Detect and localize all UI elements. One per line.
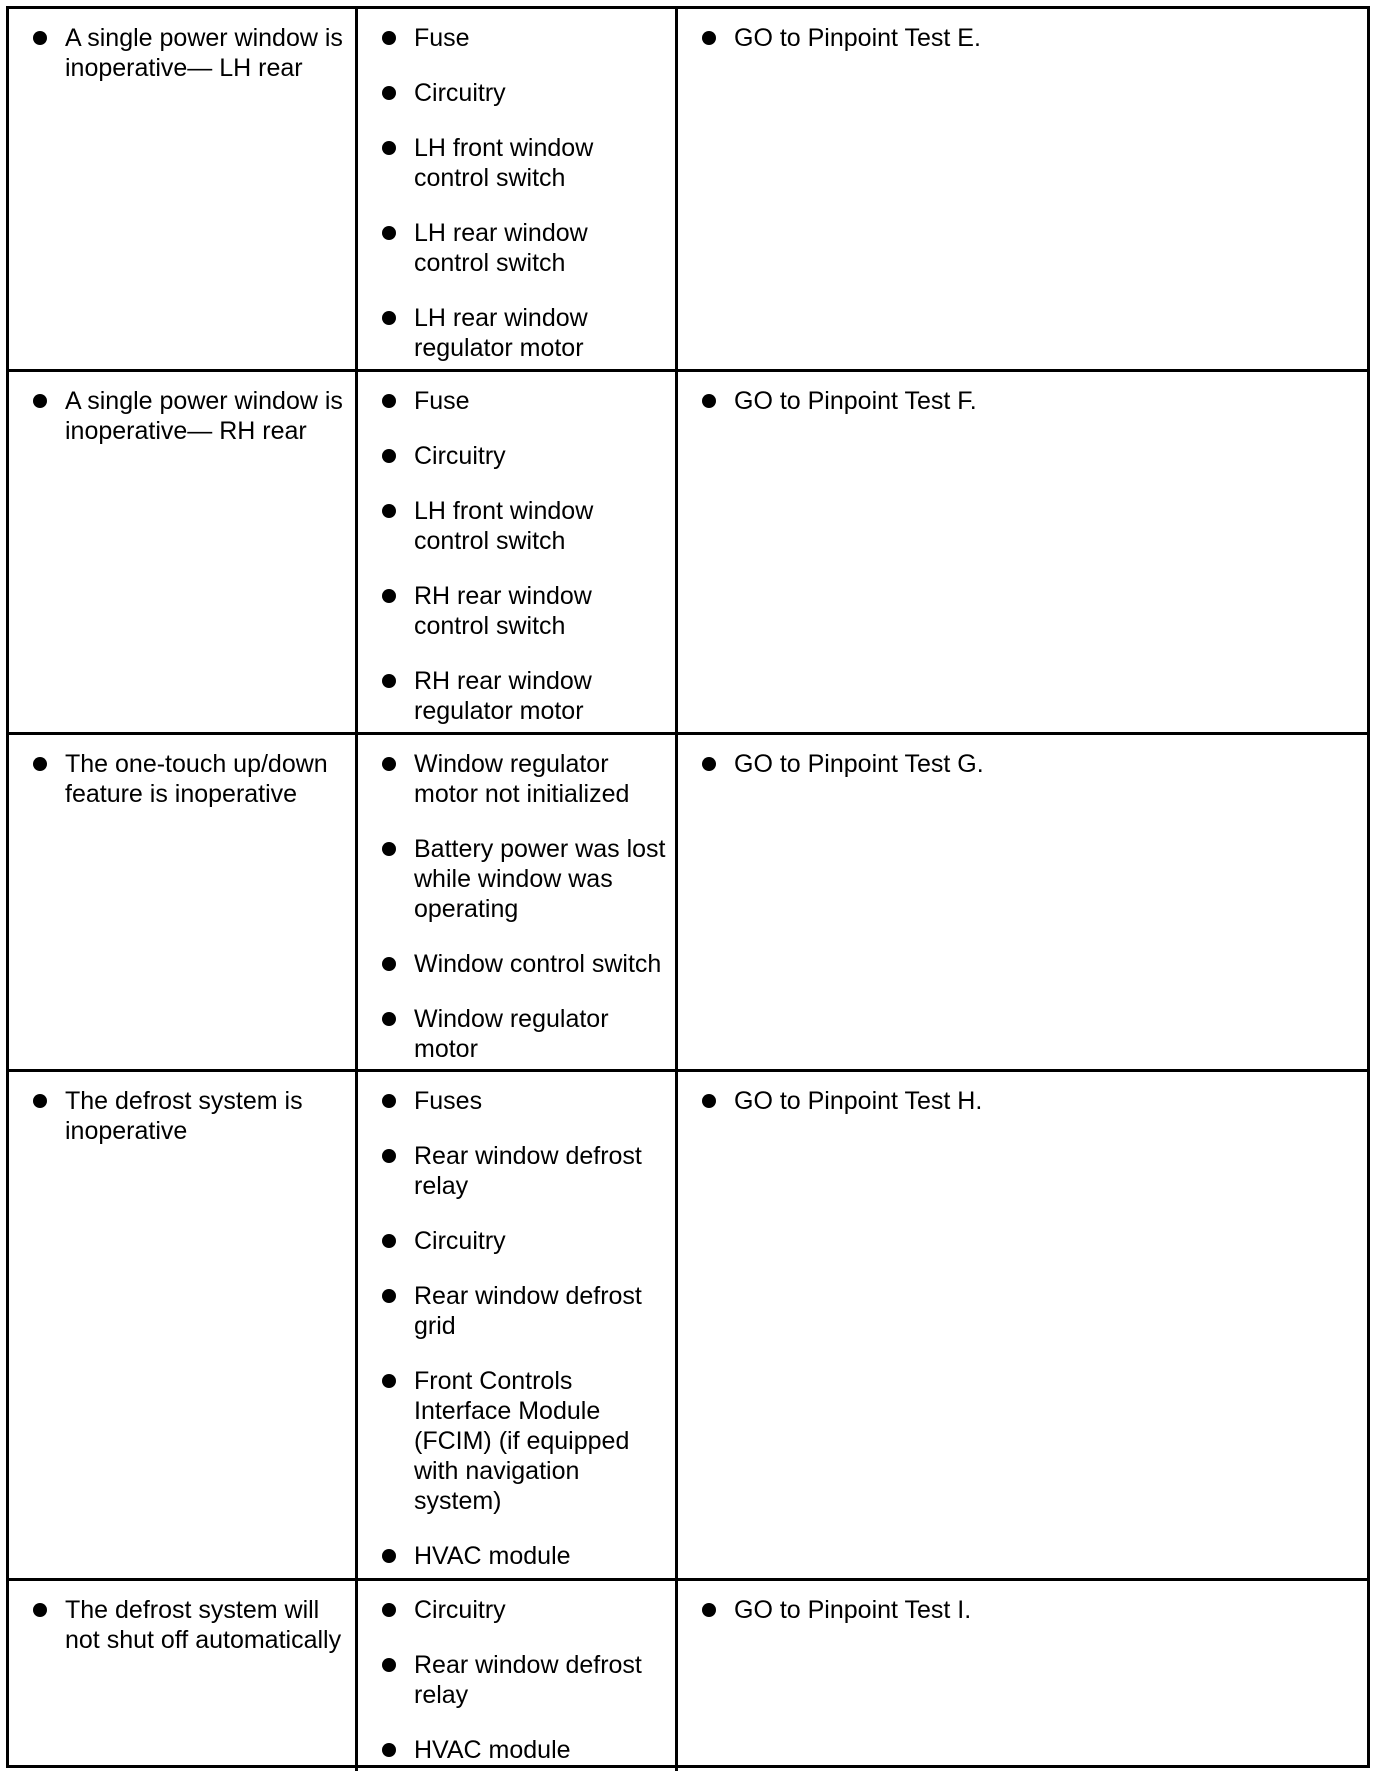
- table-row: [9, 372, 1367, 735]
- action-cell: [675, 372, 1367, 732]
- action-text: GO to Pinpoint Test E.: [700, 23, 1359, 53]
- action-cell: [675, 735, 1367, 1070]
- condition-text: The one-touch up/down feature is inoperative: [31, 749, 347, 809]
- cause-item: Rear window defrost relay: [380, 1141, 667, 1201]
- cause-item: LH rear window regulator motor: [380, 303, 667, 363]
- cause-item: Window regulator motor not initialized: [380, 749, 667, 809]
- cause-item: Circuitry: [380, 78, 667, 108]
- condition-text: A single power window is inoperative— RH rear: [31, 386, 347, 446]
- cause-item: Rear window defrost grid: [380, 1281, 667, 1341]
- condition-cell: [9, 735, 355, 1070]
- condition-text: The defrost system will not shut off automatically: [31, 1595, 347, 1655]
- cause-item: LH front window control switch: [380, 496, 667, 556]
- cause-item: Fuses: [380, 1086, 667, 1116]
- table-row: [9, 9, 1367, 372]
- causes-cell: [355, 372, 675, 732]
- cause-item: LH rear window control switch: [380, 218, 667, 278]
- condition-cell: [9, 1581, 355, 1771]
- condition-cell: [9, 9, 355, 369]
- condition-cell: [9, 1072, 355, 1578]
- condition-text: A single power window is inoperative— LH rear: [31, 23, 347, 83]
- action-text: GO to Pinpoint Test I.: [700, 1595, 1359, 1625]
- cause-item: Window control switch: [380, 949, 667, 979]
- cause-item: HVAC module: [380, 1735, 667, 1765]
- cause-item: LH front window control switch: [380, 133, 667, 193]
- action-cell: [675, 9, 1367, 369]
- cause-item: Circuitry: [380, 1595, 667, 1625]
- cause-item: Fuse: [380, 23, 667, 53]
- cause-item: Front Controls Interface Module (FCIM) (if equipped with navigation system): [380, 1366, 667, 1516]
- cause-item: Battery power was lost while window was operating: [380, 834, 667, 924]
- action-text: GO to Pinpoint Test G.: [700, 749, 1359, 779]
- table-row: [9, 735, 1367, 1072]
- action-text: GO to Pinpoint Test H.: [700, 1086, 1359, 1116]
- diagnostic-table: [6, 6, 1370, 1768]
- table-row: [9, 1072, 1367, 1581]
- cause-item: Circuitry: [380, 1226, 667, 1256]
- causes-cell: [355, 1581, 675, 1771]
- causes-cell: [355, 9, 675, 369]
- condition-text: The defrost system is inoperative: [31, 1086, 347, 1146]
- action-cell: [675, 1072, 1367, 1578]
- condition-cell: [9, 372, 355, 732]
- cause-item: HVAC module: [380, 1541, 667, 1571]
- cause-item: RH rear window regulator motor: [380, 666, 667, 726]
- cause-item: Window regulator motor: [380, 1004, 667, 1064]
- action-cell: [675, 1581, 1367, 1771]
- cause-item: Fuse: [380, 386, 667, 416]
- cause-item: Rear window defrost relay: [380, 1650, 667, 1710]
- table-row: [9, 1581, 1367, 1765]
- causes-cell: [355, 735, 675, 1070]
- causes-cell: [355, 1072, 675, 1578]
- cause-item: Circuitry: [380, 441, 667, 471]
- action-text: GO to Pinpoint Test F.: [700, 386, 1359, 416]
- cause-item: RH rear window control switch: [380, 581, 667, 641]
